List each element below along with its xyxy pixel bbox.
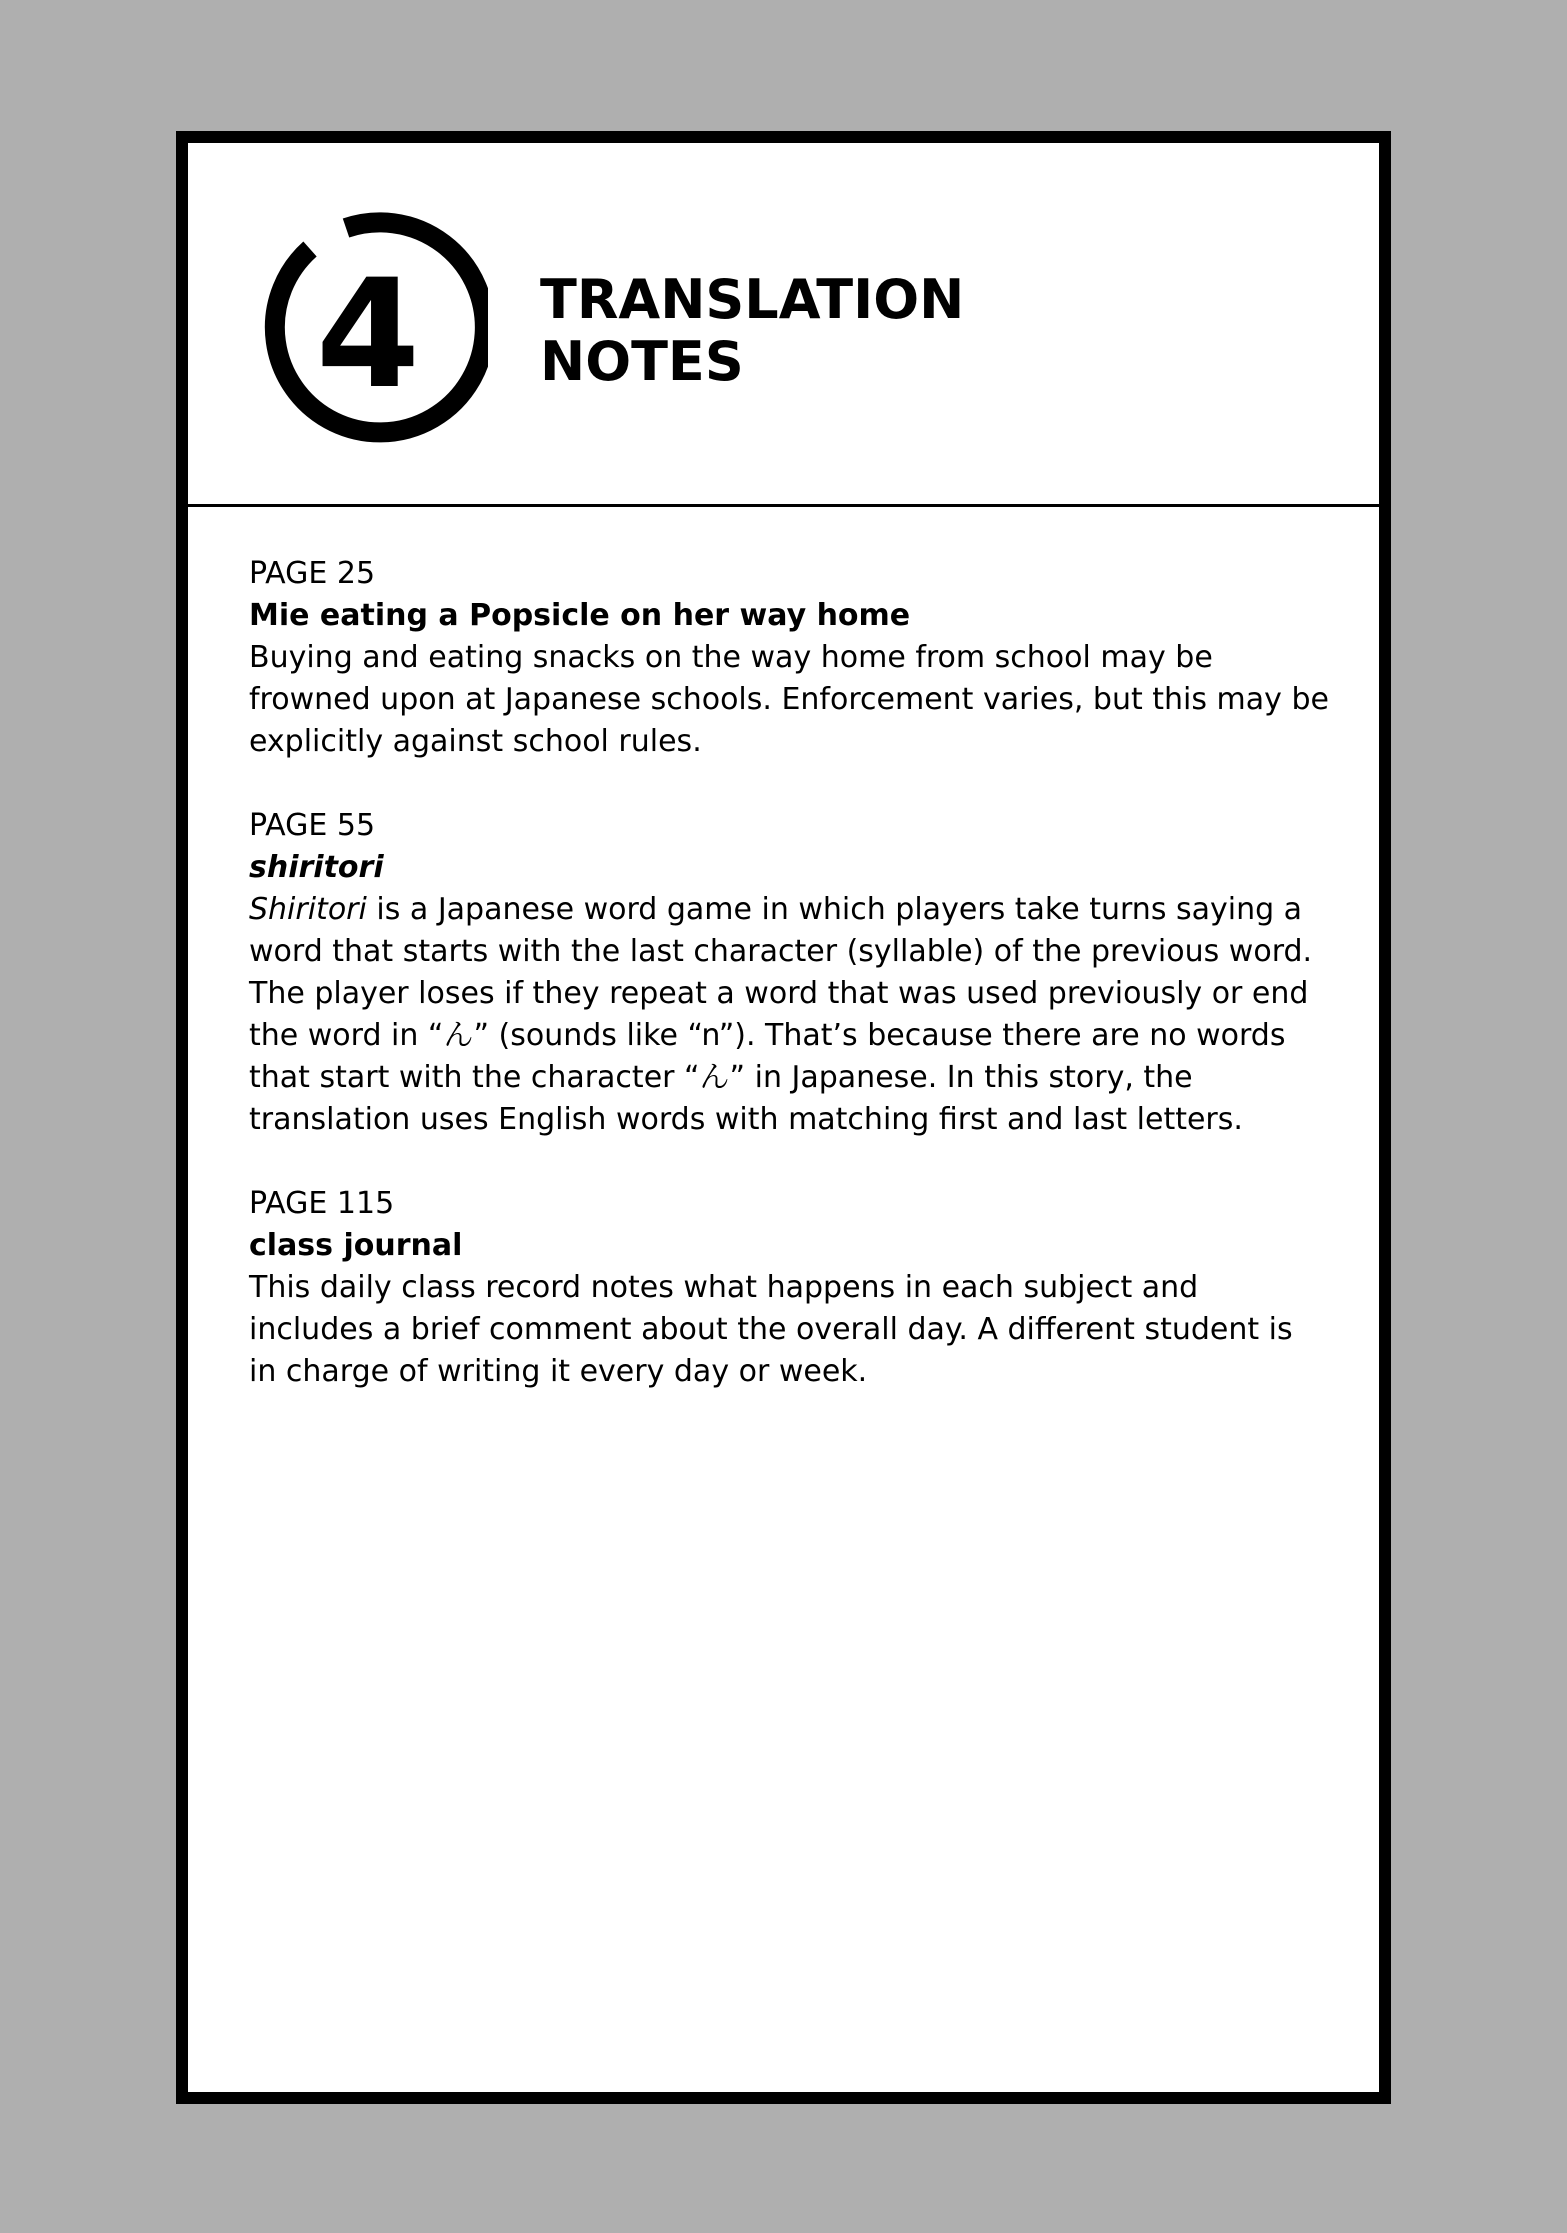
note-term: Mie eating a Popsicle on her way home [249,598,911,633]
notes-list [249,553,1329,1435]
title-line-1: TRANSLATION [540,268,965,331]
note-body: Buying and eating snacks on the way home from school may be frowned upon at Japanese schools. Enforcement varies, but this may be explicitly against school rules. [249,640,1329,759]
note-term: class journal [249,1228,463,1263]
note-body [249,889,1329,1141]
note-body: This daily class record notes what happens in each subject and includes a brief comment about the overall day. A different student is in charge of writing it every day or week. [249,1270,1293,1389]
chapter-number-badge [248,211,488,451]
note-body-text: is a Japanese word game in which players take turns saying a word that starts with the last character (syllable) of the previous word. The player loses if they repeat a word that was used previously or end the word in “ん” (sounds like “n”). That’s because there are no words that start with the character “ん” in Japanese. In this story, the translation uses English words with matching first and last letters. [249,892,1313,1137]
chapter-header [188,143,1379,507]
page-title [540,269,964,393]
chapter-number: 4 [315,248,421,422]
note-body-lead: Shiritori [249,892,367,927]
note-item [249,805,1329,1141]
note-page-ref: PAGE 55 [249,808,376,843]
note-page-ref: PAGE 25 [249,556,376,591]
note-page-ref: PAGE 115 [249,1186,395,1221]
note-term: shiritori [249,850,384,885]
note-item [249,553,1329,763]
note-item [249,1183,1329,1393]
translation-notes-page [176,131,1391,2104]
title-line-2: NOTES [540,330,744,393]
